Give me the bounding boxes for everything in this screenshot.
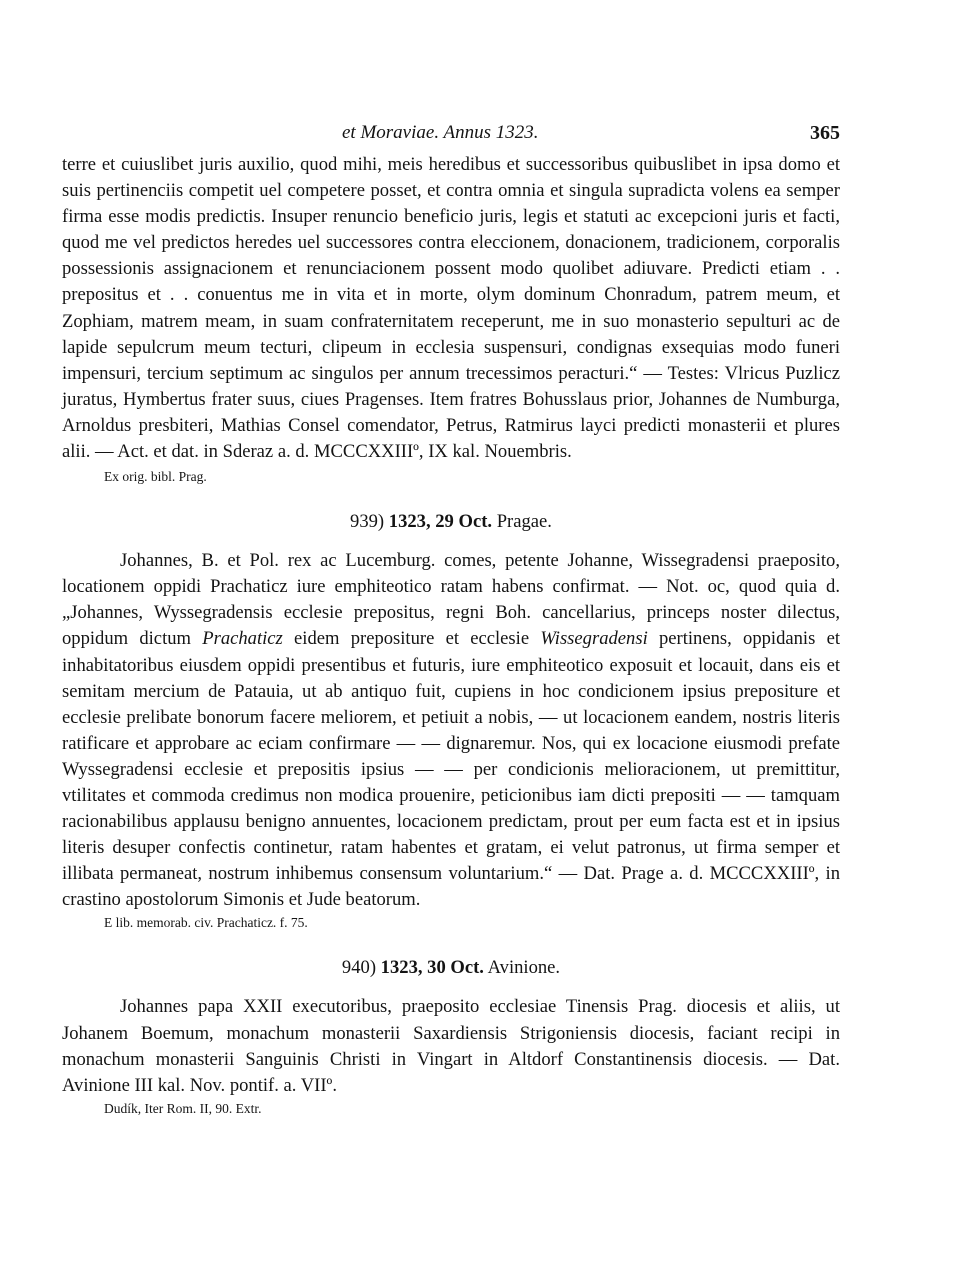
entry-940-source-note: Dudík, Iter Rom. II, 90. Extr. [104,1100,262,1116]
entry-940-date: 1323, 30 Oct. [380,957,484,979]
entry-940-number: 940) [341,957,377,979]
entry-940-place: Avinione. [487,957,561,979]
entry-939-heading [62,509,840,535]
entry-939-place: Pragae. [496,511,552,533]
entry-939-text-part-3: pertinens, oppidanis et inhabitatoribus eiusdem oppidi presentibus et futuris, iure emphiteotico exposuit et locauit, dans eis et semitam mercium de Patauia, ut ab antiquo fuit, cupiens in hoc condicionem ipsius prepositure et ecclesie prelibate bonorum facere meliorem, et petiuit a nobis, — ut locacionem eandem, nostris literis ratificare et approbare ac eciam confirmare — — dignaremur. Nos, qui ex locacione eiusmodi prefate Wyssegradensi ecclesie et prepositis ipsius — — per condicionis melioracionem, ut premittitur, vtilitates et commoda credimus non modica prouenire, peticionibus iam dicti prepositi — — tamquam racionabilibus applausu benigno annuentes, locacionem predictam, prout per eum facta est et in ipsius literis desuper confectis continetur, ratam habentes et gratam, ei velut patronus, ut firma semper et illibata permaneat, nostrum inhibemus consensum voluntarium.“ — Dat. Prage a. d. MCCCXXIIIº, in crastino apostolorum Simonis et Jude beatorum. [62,628,840,911]
page-number: 365 [810,122,840,144]
entry-939-text-part-2: eidem prepositure et ecclesie [282,628,541,650]
entry-939-source-note: E lib. memorab. civ. Prachaticz. f. 75. [104,915,308,931]
continuation-paragraph: terre et cuiuslibet juris auxilio, quod mihi, meis heredibus et successoribus quibuslibet in ipsa domo et suis pertinenciis competit uel competere posset, et contra omnia et singula supradicta volens ea semper firma esse modis predictis. Insuper renuncio beneficio juris, legis et statuti ac excepcioni juris et facti, quod me vel predictos heredes uel successores contra eleccionem, donacionem, tradicionem, corporalis possessionis assignacionem et renunciacionem possent modo quolibet adiuvare. Predicti etiam . . prepositus et . . conuentus me in vita et in morte, olym dominum Chonradum, patrem meum, et Zophiam, matrem meam, in suam confraternitatem receperunt, me in suo monasterio sepulturi ac de lapide sepulcrum meum tecturi, clipeum in ecclesia suspensuri, condignas exsequias modo funeri impensuri, tercium septimum ac singulos per annum trecessimos peracturi.“ — Testes: Vlricus Puzlicz juratus, Hymbertus frater suus, ciues Pragenses. Item fratres Bohusslaus prior, Johannes de Numburga, Arnoldus presbiteri, Mathias Consel comendator, Petrus, Ratmirus layci predicti monasterii et plures alii. — Act. et dat. in Sderaz a. d. MCCCXXIIIº, IX kal. Nouembris. [62,154,840,463]
entry-940-text: Johannes papa XXII executoribus, praeposito ecclesiae Tinensis Prag. diocesis et aliis, ut Johanem Boemum, monachum monasterii Saxardiensis Strigoniensis diocesis, faciant recipi in monachum monasterii Sanguinis Christi in Vingart in Altdorf Constantinensis diocesis. — Dat. Avinione III kal. Nov. pontif. a. VIIº. [62,996,840,1096]
entry-940-heading [62,955,840,981]
book-page [62,118,840,1119]
entry-939-italic-wissegradensi: Wissegradensi [540,628,648,650]
entry-939-text-part-1: Johannes, B. et Pol. rex ac Lucemburg. comes, petente Johanne, Wissegradensi praeposito, locationem oppidi Prachaticz iure emphiteotico ratam habens confirmat. — Not. oc, quod quia d. „Johannes, Wyssegradensis ecclesie prepositus, regni Boh. cancellarius, princeps noster dilectus, oppidum dictum [62,550,840,650]
entry-939-date: 1323, 29 Oct. [388,511,493,533]
continuation-source-note: Ex orig. bibl. Prag. [104,469,207,485]
entry-939-italic-prachaticz: Prachaticz [202,628,283,650]
entry-939-text [62,548,840,913]
running-header [62,118,840,152]
running-title: et Moraviae. Annus 1323. [342,122,539,143]
entry-939-number: 939) [350,511,385,533]
